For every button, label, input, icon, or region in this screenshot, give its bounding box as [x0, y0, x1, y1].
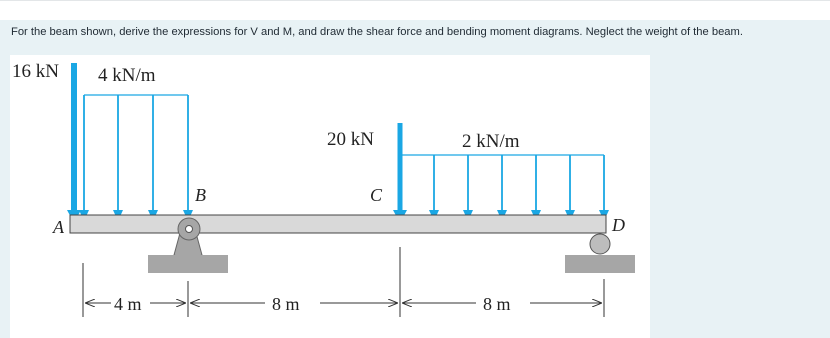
dimension-cd-label: 8 m: [483, 294, 511, 314]
distributed-load-ab-label: 4 kN/m: [98, 65, 156, 86]
roller-support-d: [565, 234, 635, 273]
point-a-label: A: [53, 217, 64, 237]
dimension-ab-label: 4 m: [114, 294, 142, 314]
beam: [70, 215, 606, 233]
point-c-label: C: [370, 185, 383, 205]
distributed-load-ab: [79, 95, 193, 221]
point-load-a-label: 16 kN: [12, 61, 59, 82]
point-load-c-label: 20 kN: [327, 129, 374, 150]
top-divider: [0, 0, 830, 1]
beam-figure: [10, 55, 650, 338]
dimension-bc-label: 8 m: [272, 294, 300, 314]
question-text: For the beam shown, derive the expressions for V and M, and draw the shear force and bending moment diagrams. Neglect the weight of the beam.: [11, 26, 743, 38]
point-d-label: D: [612, 215, 625, 235]
point-b-label: B: [195, 185, 206, 205]
distributed-load-cd: [400, 155, 609, 221]
beam-diagram: [10, 55, 650, 338]
distributed-load-cd-label: 2 kN/m: [462, 131, 520, 152]
